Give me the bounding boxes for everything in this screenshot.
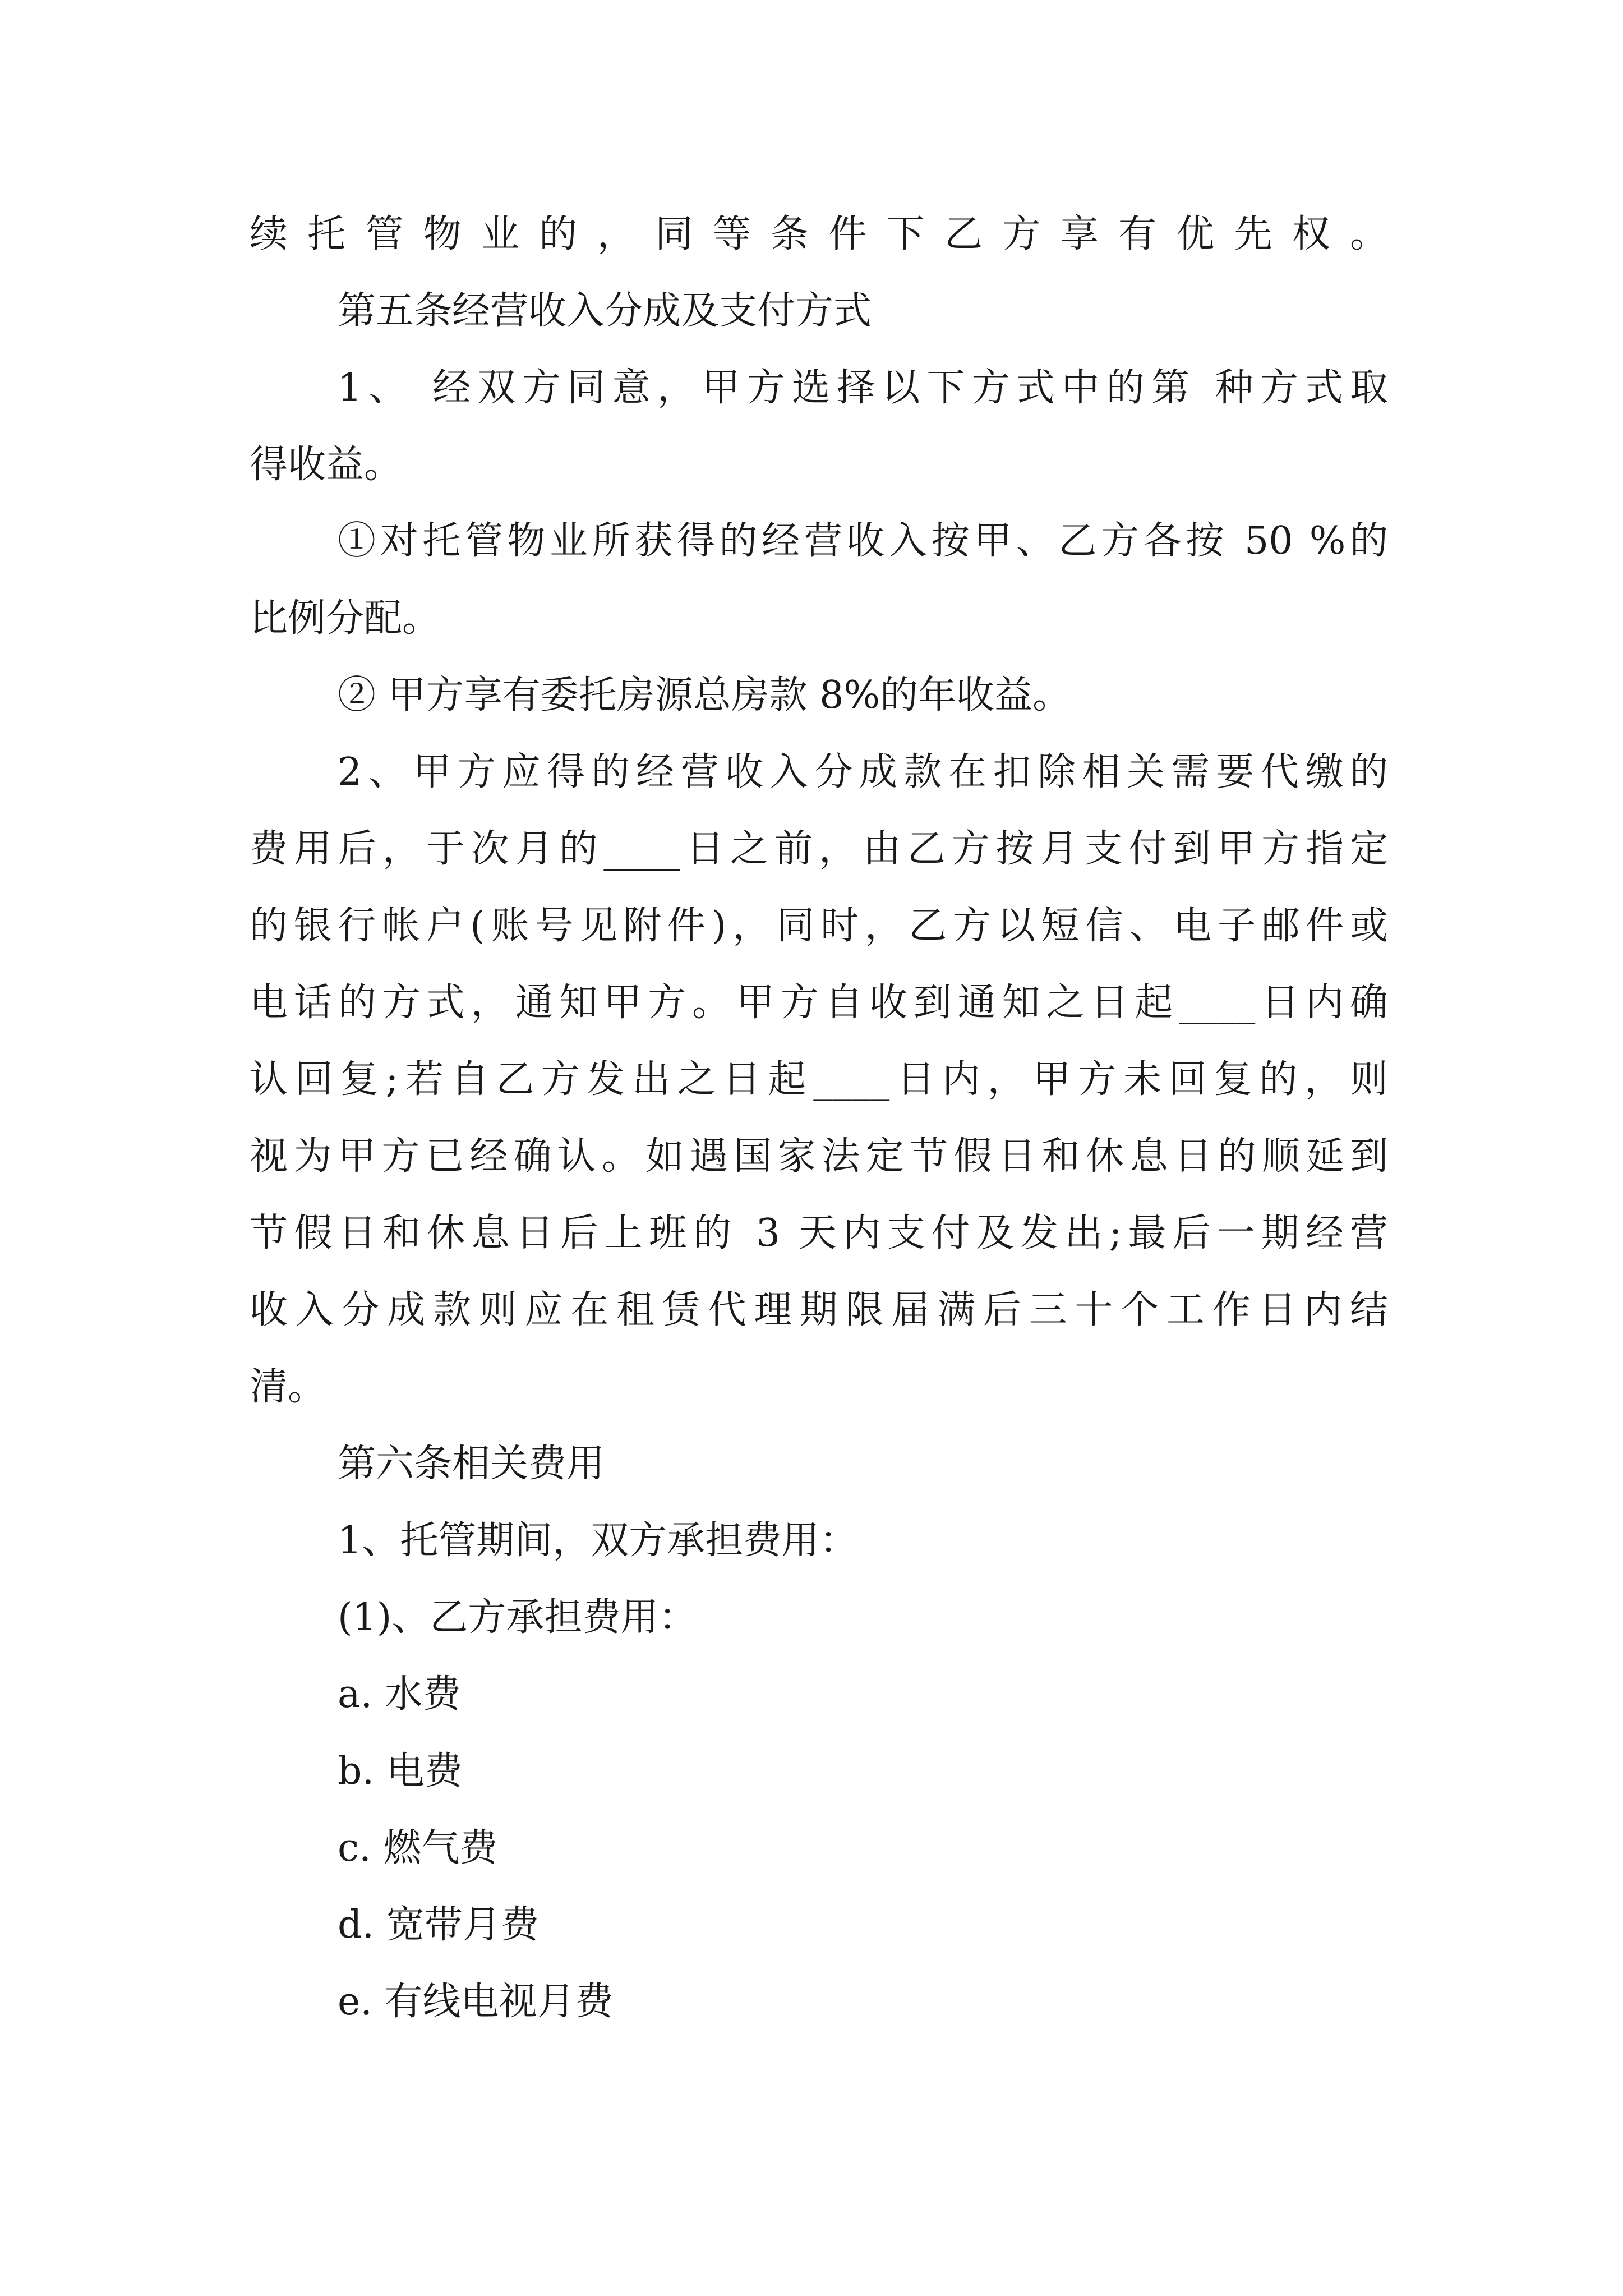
paragraph-line: 续托管物业的，同等条件下乙方享有优先权。 [250, 212, 1388, 256]
paragraph-line: 1、 经双方同意，甲方选择以下方式中的第 种方式取 [338, 366, 1388, 410]
paragraph-line: ①对托管物业所获得的经营收入按甲、乙方各按 50 %的 [338, 519, 1388, 563]
paragraph-line: 认回复;若自乙方发出之日起____日内，甲方未回复的，则 [250, 1057, 1388, 1102]
list-item: c. 燃气费 [338, 1826, 498, 1870]
list-item: b. 电费 [338, 1749, 463, 1793]
paragraph-line: 得收益。 [250, 443, 403, 487]
paragraph-line: ② 甲方享有委托房源总房款 8%的年收益。 [338, 673, 1071, 717]
paragraph-line: (1)、乙方承担费用： [338, 1595, 697, 1640]
section-heading-6: 第六条相关费用 [338, 1442, 605, 1486]
paragraph-line: 清。 [250, 1365, 326, 1409]
list-item: a. 水费 [338, 1672, 461, 1717]
paragraph-line: 电话的方式，通知甲方。甲方自收到通知之日起____日内确 [250, 981, 1388, 1025]
paragraph-line: 1、托管期间，双方承担费用： [338, 1519, 858, 1563]
list-item: d. 宽带月费 [338, 1903, 539, 1947]
list-item: e. 有线电视月费 [338, 1980, 614, 2024]
paragraph-line: 节假日和休息日后上班的 3 天内支付及发出;最后一期经营 [250, 1211, 1388, 1255]
section-heading-5: 第五条经营收入分成及支付方式 [338, 289, 872, 333]
paragraph-line: 的银行帐户(账号见附件)，同时，乙方以短信、电子邮件或 [250, 904, 1388, 948]
paragraph-line: 视为甲方已经确认。如遇国家法定节假日和休息日的顺延到 [250, 1134, 1388, 1179]
paragraph-line: 2、甲方应得的经营收入分成款在扣除相关需要代缴的 [338, 750, 1388, 794]
paragraph-line: 收入分成款则应在租赁代理期限届满后三十个工作日内结 [250, 1288, 1388, 1332]
paragraph-line: 费用后，于次月的____日之前，由乙方按月支付到甲方指定 [250, 827, 1388, 871]
paragraph-line: 比例分配。 [250, 596, 441, 641]
